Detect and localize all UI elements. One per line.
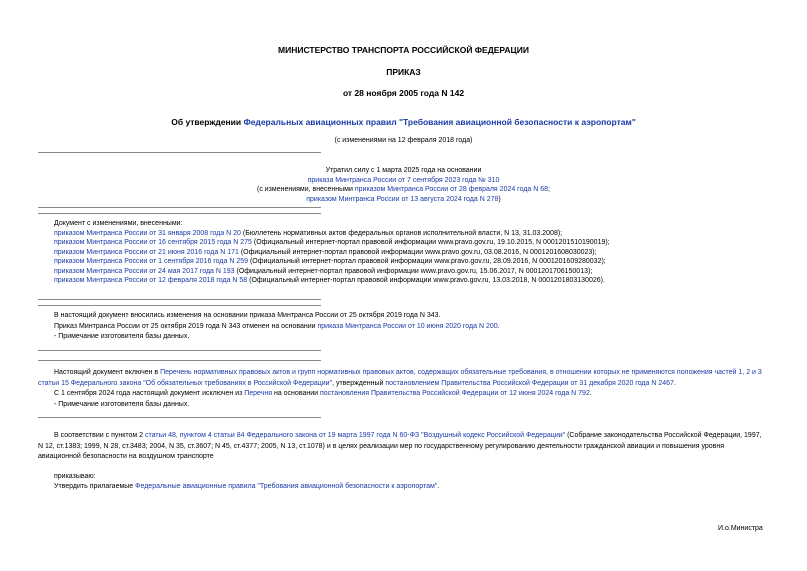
lapsed-amended-prefix: (с изменениями, внесенными bbox=[257, 186, 355, 193]
mandatory-requirements-list-link[interactable]: Перечень нормативных правовых актов и групп нормативных правовых актов, содержащих обязательные требования, в отношении которых не применяются положения частей 1, 2 и 3 статьи 15 Федерального закона "Об обязательных требованиях в Российской Федерации" bbox=[38, 369, 762, 387]
editor-note-2: Настоящий документ включен в Перечень нормативных правовых актов и групп нормативных правовых актов, содержащих обязательные требования, в отношении которых не применяются положения частей 1, 2 и 3 статьи 15 Федерального закона "Об обязательных требованиях в Российской Федерации", утвержденный постановлением Правительства Российской Федерации от 31 декабря 2020 года N 2467. С 1 сентября 2024 года настоящий документ исключен из Перечня на основании постановления Правительства Российской Федерации от 12 июня 2024 года N 792. - Примечание изготовителя базы данных. bbox=[38, 368, 768, 410]
lapsed-basis-link[interactable]: приказа Минтранса России от 7 сентября 2023 года № 310 bbox=[307, 176, 500, 184]
divider bbox=[38, 417, 321, 418]
approved-rules-link[interactable]: Федеральные авиационные правила "Требования авиационной безопасности к аэропортам" bbox=[135, 483, 438, 490]
doc-type-heading: ПРИКАЗ bbox=[386, 67, 421, 77]
air-code-link[interactable]: статьи 48, пунктом 4 статьи 84 Федерального закона от 19 марта 1997 года N 60-ФЗ "Воздушный кодекс Российской Федерации" bbox=[145, 432, 566, 439]
approval-paragraph: Утвердить прилагаемые Федеральные авиационные правила "Требования авиационной безопасности к аэропортам". bbox=[54, 483, 440, 490]
amendment-link[interactable]: приказом Минтранса России от 24 мая 2017 года N 193 bbox=[54, 267, 235, 275]
list-item: приказом Минтранса России от 12 февраля 2018 года N 58 (Официальный интернет-портал правовой информации www.pravo.gov.ru, 13.03.2018, N 0001201803130026). bbox=[54, 277, 605, 284]
preamble-paragraph: В соответствии с пунктом 2 статьи 48, пунктом 4 статьи 84 Федерального закона от 19 марта 1997 года N 60-ФЗ "Воздушный кодекс Российской Федерации" (Собрание законодательства Российской Федерации, 1997, N 12, ст.1383; 1999, N 28, ст.3483; 2004, N 35, ст.3607; N 45, ст.4377; 2005, N 13, ст.1078) и в целях реализации мер по государственному регулированию деятельности гражданской авиации и повышения уровня авиационной безопасности на воздушном транспорте bbox=[38, 432, 762, 460]
editor-note-label: - Примечание изготовителя базы данных. bbox=[54, 333, 190, 340]
list-item: приказом Минтранса России от 31 января 2008 года N 20 (Бюллетень нормативных актов федеральных органов исполнительной власти, N 13, 31.03.2008); bbox=[54, 229, 563, 237]
lapsed-amend-link-1[interactable]: приказом Минтранса России от 28 февраля 2024 года N 68 bbox=[354, 186, 549, 193]
list-item: приказом Минтранса России от 16 сентября 2015 года N 275 (Официальный интернет-портал правовой информации www.pravo.gov.ru, 19.10.2015, N 0001201510190019); bbox=[54, 239, 610, 246]
signature: И.о.Министра bbox=[718, 525, 763, 532]
amendment-link[interactable]: приказом Минтранса России от 21 июня 2016 года N 171 bbox=[54, 248, 239, 256]
divider bbox=[38, 213, 321, 214]
amendment-link[interactable]: приказом Минтранса России от 1 сентября 2016 года N 259 bbox=[54, 258, 249, 265]
list-item: приказом Минтранса России от 21 июня 2016 года N 171 (Официальный интернет-портал правовой информации www.pravo.gov.ru, 03.08.2016, N 0001201608030023); bbox=[54, 248, 597, 256]
lapsed-line: Утратил силу с 1 марта 2025 года на основании bbox=[325, 167, 482, 174]
date-number-heading: от 28 ноября 2005 года N 142 bbox=[342, 88, 465, 98]
title-link[interactable]: Федеральных авиационных правил "Требования авиационной безопасности к аэропортам" bbox=[243, 117, 636, 127]
government-resolution-link[interactable]: постановления Правительства Российской Федерации от 12 июня 2024 года N 792 bbox=[319, 390, 590, 397]
divider bbox=[38, 299, 321, 300]
list-item: приказом Минтранса России от 1 сентября 2016 года N 259 (Официальный интернет-портал правовой информации www.pravo.gov.ru, 28.09.2016, N 0001201609280032); bbox=[54, 258, 606, 265]
divider bbox=[38, 360, 321, 361]
amendment-link[interactable]: приказом Минтранса России от 16 сентября 2015 года N 275 bbox=[54, 239, 252, 246]
ministry-heading: МИНИСТЕРСТВО ТРАНСПОРТА РОССИЙСКОЙ ФЕДЕРАЦИИ bbox=[278, 45, 529, 55]
cancel-basis-link[interactable]: приказа Минтранса России от 10 июня 2020 года N 200 bbox=[317, 322, 498, 330]
government-resolution-link[interactable]: постановлением Правительства Российской Федерации от 31 декабря 2020 года N 2467 bbox=[385, 379, 674, 387]
amendment-link[interactable]: приказом Минтранса России от 12 февраля 2018 года N 58 bbox=[54, 277, 248, 284]
divider bbox=[38, 152, 321, 153]
revision-note: (с изменениями на 12 февраля 2018 года) bbox=[334, 137, 473, 144]
amendments-block bbox=[54, 219, 610, 286]
order-word: приказываю: bbox=[54, 473, 96, 480]
list-link[interactable]: Перечня bbox=[244, 390, 273, 397]
document-title bbox=[0, 117, 807, 127]
lapsed-amend-link-2[interactable]: приказом Минтранса России от 13 августа 2024 года N 278 bbox=[306, 195, 499, 203]
divider bbox=[38, 207, 321, 208]
amendments-intro: Документ с изменениями, внесенными: bbox=[54, 220, 183, 227]
list-item: приказом Минтранса России от 24 мая 2017 года N 193 (Официальный интернет-портал правовой информации www.pravo.gov.ru, 15.06.2017, N 0001201706150013); bbox=[54, 267, 593, 275]
editor-note-1: В настоящий документ вносились изменения на основании приказа Минтранса России от 25 октября 2019 года N 343. Приказ Минтранса России от 25 октября 2019 года N 343 отменен на основании приказа Минтранса России от 10 июня 2020 года N 200. - Примечание изготовителя базы данных. bbox=[54, 311, 500, 343]
amendment-link[interactable]: приказом Минтранса России от 31 января 2008 года N 20 bbox=[54, 229, 241, 237]
divider bbox=[38, 350, 321, 351]
divider bbox=[38, 305, 321, 306]
lapsed-notice: Утратил силу с 1 марта 2025 года на основании приказа Минтранса России от 7 сентября 2023 года № 310 (с изменениями, внесенными приказом Минтранса России от 28 февраля 2024 года N 68; приказом Минтранса России от 13 августа 2024 года N 278) bbox=[0, 166, 807, 204]
title-prefix: Об утверждении bbox=[171, 117, 244, 127]
editor-note-label: - Примечание изготовителя базы данных. bbox=[54, 400, 190, 408]
